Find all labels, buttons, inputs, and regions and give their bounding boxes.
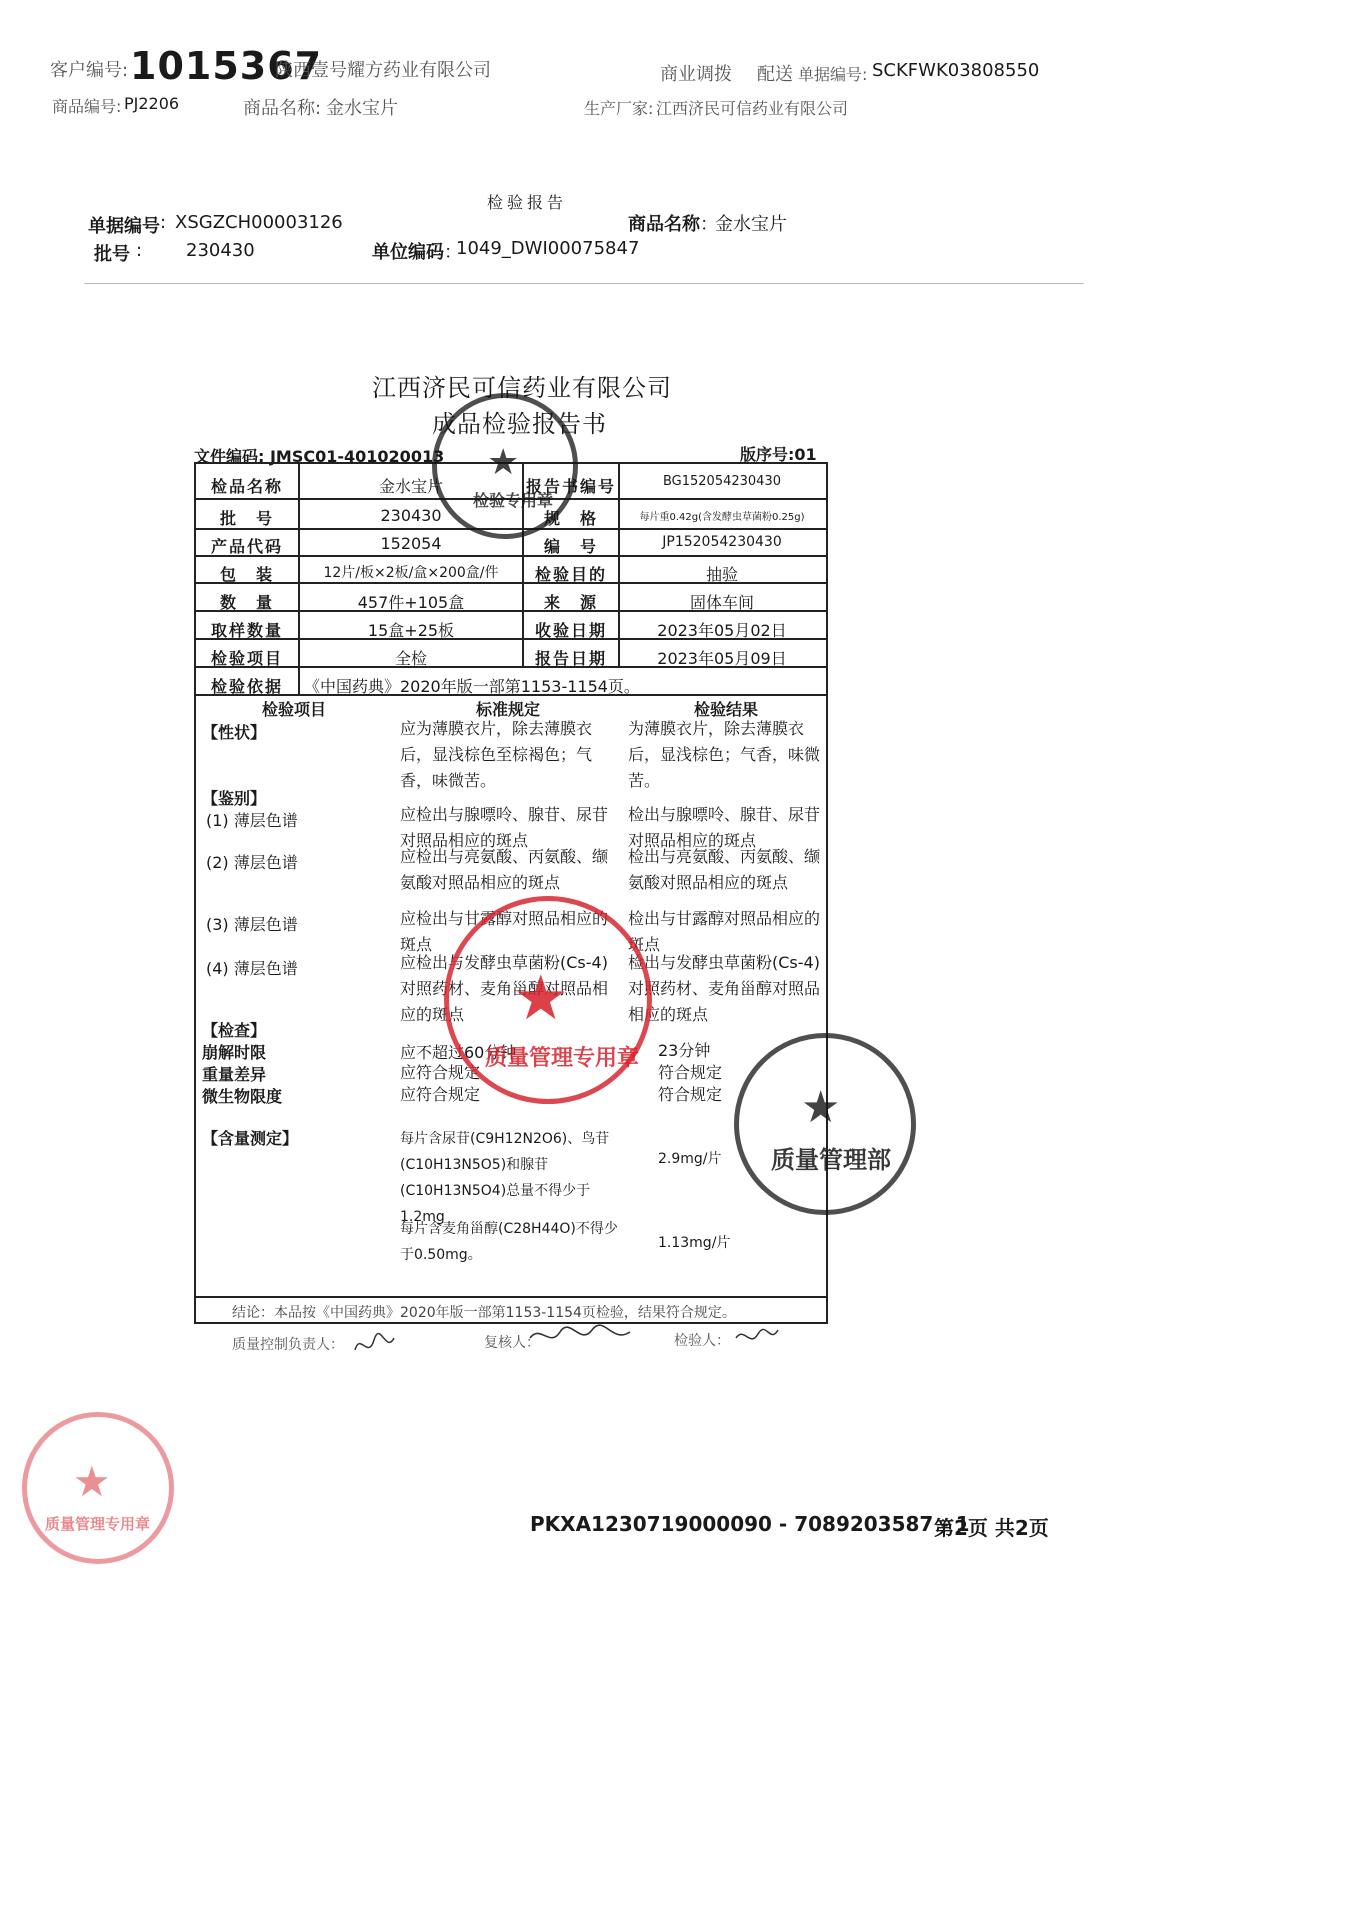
check-result: 符合规定 (658, 1085, 723, 1104)
ident-standard: 应检出与亮氨酸、丙氨酸、缬氨酸对照品相应的斑点 (400, 847, 609, 892)
row-value: JP152054230430 (662, 534, 782, 550)
sign-qc-label: 质量控制负责人： (232, 1337, 344, 1353)
sign-inspect-label: 检验人： (674, 1333, 730, 1349)
ident-item: (4) 薄层色谱 (206, 959, 298, 978)
row-label: 来 源 (543, 593, 598, 612)
delivery-type: 配送 (757, 64, 793, 85)
col-standard: 标准规定 (476, 700, 541, 719)
basis-label: 检验依据 (210, 677, 283, 696)
row-value: 抽验 (705, 565, 738, 584)
signature-inspect (732, 1322, 782, 1352)
star-icon: ★ (73, 1457, 111, 1506)
ident-result: 检出与腺嘌呤、腺苷、尿苷对照品相应的斑点 (628, 805, 821, 850)
row-label: 包 装 (219, 565, 274, 584)
footer-stamp: ★ 质量管理专用章 (22, 1412, 174, 1564)
section-character: 【性状】 (202, 723, 267, 742)
row-label: 检品名称 (210, 477, 283, 496)
basis-value: 《中国药典》2020年版一部第1153-1154页。 (304, 677, 640, 696)
pname: 金水宝片 (715, 214, 787, 235)
conclusion: 结论：本品按《中国药典》2020年版一部第1153-1154页检验，结果符合规定。 (232, 1305, 736, 1321)
pname-label: 商品名称 (628, 214, 700, 235)
ident-item: (3) 薄层色谱 (206, 915, 298, 934)
content-standard: 每片含麦角甾醇(C28H44O)不得少于0.50mg。 (400, 1221, 618, 1263)
footer-reference: PKXA1230719000090 - 7089203587 - 1 (530, 1512, 970, 1536)
cert-company: 江西济民可信药业有限公司 (372, 374, 672, 402)
row-label: 收验日期 (534, 621, 607, 640)
bill-label: 单据编号 (88, 216, 160, 237)
footer-page: 第2页 共2页 (934, 1516, 1049, 1540)
row-value: 固体车间 (689, 593, 754, 612)
check-item: 崩解时限 (202, 1043, 267, 1062)
row-value: 457件+105盒 (357, 593, 465, 612)
check-result: 23分钟 (658, 1041, 711, 1060)
row-label: 报告日期 (534, 649, 607, 668)
row-value: 2023年05月02日 (657, 621, 787, 640)
customer-number: 1015367 (130, 44, 323, 88)
doc-no: SCKFWK03808550 (872, 60, 1040, 81)
row-label: 批 号 (219, 509, 274, 528)
bill-number: XSGZCH00003126 (175, 212, 343, 233)
cert-title: 成品检验报告书 (432, 410, 607, 438)
row-value: 12片/板×2板/盒×200盒/件 (323, 565, 499, 581)
row-value: 2023年05月09日 (657, 649, 787, 668)
col-result: 检验结果 (694, 700, 759, 719)
row-label: 数 量 (219, 593, 274, 612)
product-name-label: 商品名称: (243, 98, 322, 119)
quality-stamp: ★ 质量管理专用章 (444, 896, 652, 1104)
version-number: 版序号:01 (740, 445, 817, 464)
divider (84, 283, 1084, 284)
product-code-label: 商品编号: (52, 97, 122, 116)
section-identification: 【鉴别】 (202, 789, 267, 808)
ident-standard: 应检出与甘露醇对照品相应的斑点 (400, 909, 609, 954)
row-value: BG152054230430 (662, 474, 781, 489)
section-content: 【含量测定】 (202, 1129, 299, 1148)
sign-review-label: 复核人： (484, 1335, 540, 1351)
ident-result: 检出与甘露醇对照品相应的斑点 (628, 909, 821, 954)
star-icon: ★ (801, 1082, 841, 1133)
batch-label: 批号 (94, 244, 130, 265)
row-value: 230430 (380, 506, 442, 525)
check-standard: 应不超过60分钟 (400, 1043, 517, 1062)
check-result: 符合规定 (658, 1063, 723, 1082)
ident-item: (1) 薄层色谱 (206, 811, 298, 830)
customer-name: 陕西壹号耀方药业有限公司 (275, 60, 491, 81)
section-check: 【检查】 (202, 1021, 267, 1040)
check-standard: 应符合规定 (400, 1085, 481, 1104)
row-label: 规 格 (543, 509, 598, 528)
check-item: 微生物限度 (202, 1087, 283, 1106)
check-standard: 应符合规定 (400, 1063, 481, 1082)
ident-item: (2) 薄层色谱 (206, 853, 298, 872)
batch-number: 230430 (186, 240, 255, 261)
qa-dept-stamp: ★ 质量管理部 (734, 1033, 916, 1215)
customer-label: 客户编号: (50, 60, 129, 81)
row-label: 报告书编号 (525, 477, 616, 496)
business-type: 商业调拨 (660, 64, 732, 85)
content-result: 2.9mg/片 (658, 1151, 722, 1167)
row-label: 取样数量 (210, 621, 283, 640)
star-icon: ★ (487, 442, 520, 483)
row-value: 15盒+25板 (367, 621, 455, 640)
character-standard: 应为薄膜衣片，除去薄膜衣后，显浅棕色至棕褐色；气香，味微苦。 (400, 719, 593, 790)
row-value: 每片重0.42g(含发酵虫草菌粉0.25g) (639, 512, 805, 523)
signature-qc (350, 1330, 400, 1360)
unit-label: 单位编码 (372, 242, 444, 263)
row-label: 检验项目 (210, 649, 283, 668)
ident-standard: 应检出与发酵虫草菌粉(Cs-4)对照药材、麦角甾醇对照品相应的斑点 (400, 953, 609, 1024)
row-value: 152054 (380, 534, 442, 553)
row-value: 全检 (394, 649, 427, 668)
file-number: 文件编码: JMSC01-401020013 (194, 447, 445, 466)
ident-standard: 应检出与腺嘌呤、腺苷、尿苷对照品相应的斑点 (400, 805, 609, 850)
product-name: 金水宝片 (326, 98, 398, 119)
manufacturer: 江西济民可信药业有限公司 (656, 99, 849, 118)
col-item: 检验项目 (262, 700, 327, 719)
ident-result: 检出与发酵虫草菌粉(Cs-4)对照药材、麦角甾醇对照品相应的斑点 (628, 953, 821, 1024)
check-item: 重量差异 (202, 1065, 267, 1084)
row-label: 编 号 (543, 537, 598, 556)
product-code: PJ2206 (124, 94, 180, 113)
manufacturer-label: 生产厂家: (584, 99, 654, 118)
content-standard: 每片含尿苷(C9H12N2O6)、鸟苷(C10H13N5O5)和腺苷(C10H13N5O4)总量不得少于1.2mg (400, 1131, 610, 1225)
ident-result: 检出与亮氨酸、丙氨酸、缬氨酸对照品相应的斑点 (628, 847, 821, 892)
content-result: 1.13mg/片 (658, 1235, 731, 1251)
report-title: 检验报告 (487, 193, 568, 212)
signature-review (526, 1320, 636, 1352)
doc-no-label: 单据编号: (798, 65, 868, 84)
character-result: 为薄膜衣片，除去薄膜衣后，显浅棕色；气香，味微苦。 (628, 719, 821, 790)
star-icon: ★ (513, 961, 569, 1034)
unit-number: 1049_DWI00075847 (456, 238, 640, 259)
inspection-stamp: ★ 检验专用章 (432, 393, 578, 539)
row-value: 金水宝片 (378, 477, 443, 496)
row-label: 检验目的 (534, 565, 607, 584)
row-label: 产品代码 (210, 537, 283, 556)
